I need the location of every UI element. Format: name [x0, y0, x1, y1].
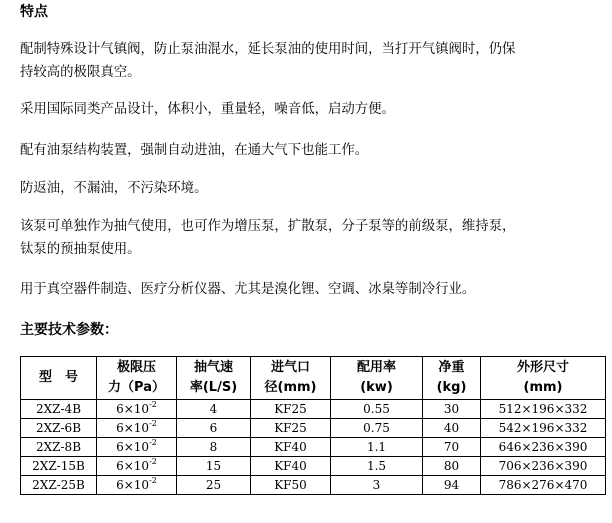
feature-line: 该泵可单独作为抽气使用，也可作为增压泵，扩散泵，分子泵等的前级泵，维持泵，	[20, 219, 516, 234]
pressure-base: 6×10	[116, 402, 150, 416]
cell-weight: 30	[423, 400, 481, 419]
pressure-base: 6×10	[116, 421, 150, 435]
cell-dimensions: 786×276×470	[481, 476, 606, 495]
cell-model: 2XZ-25B	[21, 476, 97, 495]
cell-pressure	[97, 419, 177, 438]
col-header-line: 进气口	[270, 360, 310, 375]
feature-paragraph-6	[20, 278, 610, 301]
col-header-line: 率(L/S)	[189, 380, 238, 395]
table-row	[21, 400, 606, 419]
cell-pressure	[97, 476, 177, 495]
col-header-line: 净重	[438, 360, 465, 375]
cell-dimensions: 512×196×332	[481, 400, 606, 419]
cell-inlet: KF50	[251, 476, 331, 495]
cell-model: 2XZ-15B	[21, 457, 97, 476]
col-header-line: (mm)	[523, 380, 563, 395]
col-header-inlet	[251, 357, 331, 400]
cell-model: 2XZ-4B	[21, 400, 97, 419]
feature-paragraph-4	[20, 177, 610, 200]
cell-speed: 8	[177, 438, 251, 457]
feature-line: 用于真空器件制造、医疗分析仪器、尤其是溴化锂、空调、冰臬等制冷行业。	[20, 282, 476, 297]
table-row	[21, 419, 606, 438]
cell-weight: 80	[423, 457, 481, 476]
cell-dimensions: 646×236×390	[481, 438, 606, 457]
feature-line: 防返油，不漏油，不污染环境。	[20, 181, 208, 196]
cell-pressure	[97, 457, 177, 476]
cell-inlet: KF25	[251, 419, 331, 438]
cell-pressure	[97, 400, 177, 419]
feature-line: 钛泵的预抽泵使用。	[20, 242, 141, 257]
spec-header-row	[21, 357, 606, 400]
pressure-exponent: -2	[149, 419, 157, 428]
col-header-line: (kg)	[436, 380, 467, 395]
cell-weight: 40	[423, 419, 481, 438]
cell-power: 0.75	[331, 419, 423, 438]
col-header-line: 极限压	[116, 360, 156, 375]
cell-model: 2XZ-6B	[21, 419, 97, 438]
col-header-line: 外形尺寸	[516, 360, 569, 375]
pressure-base: 6×10	[116, 478, 150, 492]
col-header-speed	[177, 357, 251, 400]
col-header-dimensions	[481, 357, 606, 400]
col-header-model	[21, 357, 97, 400]
cell-pressure	[97, 438, 177, 457]
cell-inlet: KF40	[251, 438, 331, 457]
pressure-base: 6×10	[116, 440, 150, 454]
cell-inlet: KF40	[251, 457, 331, 476]
col-header-line: 型 号	[38, 370, 78, 385]
cell-power: 1.1	[331, 438, 423, 457]
cell-weight: 70	[423, 438, 481, 457]
col-header-line: 力（Pa）	[108, 380, 165, 395]
feature-line: 配制特殊设计气镇阀，防止泵油混水，延长泵油的使用时间，当打开气镇阀时，仍保	[20, 42, 516, 57]
features-heading: 特点	[20, 4, 48, 20]
cell-power: 1.5	[331, 457, 423, 476]
cell-speed: 15	[177, 457, 251, 476]
feature-paragraph-2	[20, 98, 610, 121]
col-header-weight	[423, 357, 481, 400]
cell-inlet: KF25	[251, 400, 331, 419]
cell-weight: 94	[423, 476, 481, 495]
spec-table	[20, 356, 606, 495]
col-header-power	[331, 357, 423, 400]
cell-dimensions: 706×236×390	[481, 457, 606, 476]
specs-heading: 主要技术参数：	[20, 322, 118, 338]
feature-line: 采用国际同类产品设计，体积小，重量轻，噪音低，启动方便。	[20, 102, 395, 117]
feature-line: 持较高的极限真空。	[20, 65, 141, 80]
feature-line: 配有油泵结构装置，强制自动进油，在通大气下也能工作。	[20, 143, 369, 158]
cell-power: 3	[331, 476, 423, 495]
table-row	[21, 457, 606, 476]
feature-paragraph-5	[20, 215, 610, 261]
cell-speed: 25	[177, 476, 251, 495]
table-row	[21, 438, 606, 457]
cell-speed: 4	[177, 400, 251, 419]
pressure-exponent: -2	[149, 476, 157, 485]
feature-paragraph-3	[20, 139, 610, 162]
col-header-line: 配用率	[356, 360, 396, 375]
pressure-exponent: -2	[149, 400, 157, 409]
col-header-pressure	[97, 357, 177, 400]
pressure-exponent: -2	[149, 438, 157, 447]
table-row	[21, 476, 606, 495]
pressure-base: 6×10	[116, 459, 150, 473]
col-header-line: 径(mm)	[264, 380, 317, 395]
cell-dimensions: 542×196×332	[481, 419, 606, 438]
cell-model: 2XZ-8B	[21, 438, 97, 457]
pressure-exponent: -2	[149, 457, 157, 466]
cell-speed: 6	[177, 419, 251, 438]
col-header-line: (kw)	[360, 380, 393, 395]
feature-paragraph-1	[20, 38, 610, 84]
cell-power: 0.55	[331, 400, 423, 419]
col-header-line: 抽气速	[193, 360, 233, 375]
